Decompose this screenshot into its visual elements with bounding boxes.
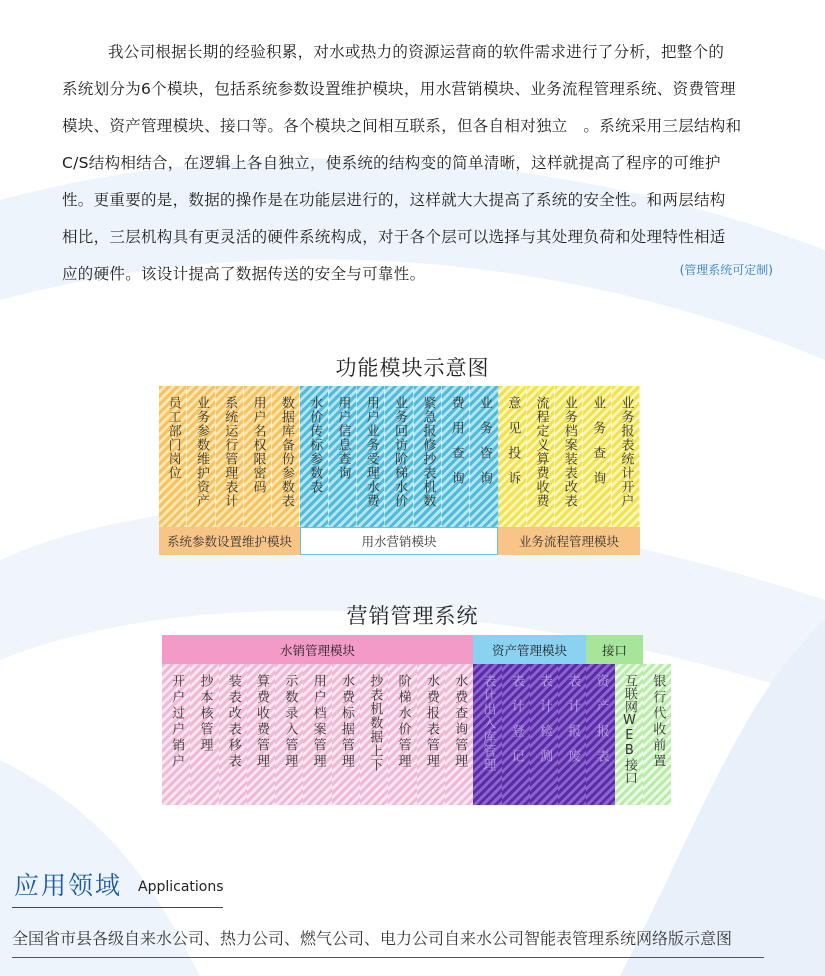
application-description-underline [12,957,764,958]
mkt-group-label: 资产管理模块 [473,635,586,664]
intro-line: 相比，三层机构具有更灵活的硬件系统构成，对于各个层可以选择与其处理负荷和处理特性相适 [62,228,726,246]
func-diagram [159,386,640,555]
func-group-label: 用水营销模块 [300,527,498,555]
mkt-item: 示数录入管理 [275,664,303,805]
func-item: 员工部门岗位 [159,386,187,527]
func-diagram-title: 功能模块示意图 [335,356,490,380]
mkt-item: 抄本核管理 [190,664,218,805]
application-title-underline [12,907,223,908]
customizable-note: (管理系统可定制) [679,263,773,277]
intro-line: 系统划分为6个模块，包括系统参数设置维护模块，用水营销模块、业务流程管理系统、资费管理 [62,80,736,98]
func-item: 业务咨询 [470,386,498,527]
mkt-item: 抄表机数据上下 [360,664,388,805]
mkt-item: 水费报表管理 [417,664,445,805]
func-item: 业务档案装表改表 [555,386,583,527]
func-item: 流程定义算费收费 [527,386,555,527]
func-item: 意见投诉 [499,386,527,527]
func-item: 业务报表统计开户 [612,386,640,527]
mkt-group-label: 接口 [586,635,643,664]
func-group-label: 系统参数设置维护模块 [159,527,300,555]
mkt-group-label: 水销管理模块 [162,635,473,664]
func-group-label: 业务流程管理模块 [498,527,640,555]
intro-line: 应的硬件。该设计提高了数据传送的安全与可靠性。 [62,265,426,283]
intro-line: 我公司根据长期的经验积累，对水或热力的资源运营商的软件需求进行了分析，把整个的 [108,43,725,61]
application-subtitle: Applications [138,879,224,895]
mkt-diagram-title: 营销管理系统 [346,604,479,628]
func-item: 系统运行管理表计 [216,386,244,527]
func-item: 用户信息查询 [329,386,357,527]
mkt-item: 开户过户销户 [162,664,190,805]
func-item: 业务回访阶梯水价 [385,386,413,527]
func-item: 水价传标参数表 [300,386,328,527]
mkt-item: 水费标据管理 [332,664,360,805]
intro-line: C/S结构相结合，在逻辑上各自独立，使系统的结构变的简单清晰，这样就提高了程序的可维护 [62,154,721,172]
func-item: 紧急报修抄表机数 [414,386,442,527]
intro-paragraph [62,34,774,293]
intro-line: 性。更重要的是，数据的操作是在功能层进行的，这样就大大提高了系统的安全性。和两层结构 [62,191,726,209]
mkt-item: 水费查询管理 [445,664,473,805]
mkt-item: 用户档案管理 [303,664,331,805]
mkt-item: 银行代收前置 [643,664,671,805]
func-item: 费用查询 [442,386,470,527]
mkt-item: 表计登记 [502,664,530,805]
mkt-item: 表计报废 [558,664,586,805]
func-item: 数据库备份参数表 [272,386,300,527]
mkt-item: 阶梯水价管理 [388,664,416,805]
mkt-item: 互联网WEB接口 [615,664,643,805]
mkt-item: 装表改表移表 [219,664,247,805]
mkt-diagram [162,635,666,805]
mkt-item: 算费收费管理 [247,664,275,805]
mkt-item: 资产报表 [586,664,614,805]
func-item: 用户业务受理水费 [357,386,385,527]
intro-line: 模块、资产管理模块、接口等。各个模块之间相互联系，但各自相对独立 。系统采用三层结构和 [62,117,742,135]
application-description: 全国省市县各级自来水公司、热力公司、燃气公司、电力公司自来水公司智能表管理系统网络版示意图 [12,929,733,948]
func-item: 业务查询 [583,386,611,527]
application-title: 应用领域 [14,871,123,900]
mkt-item: 表计出入库管理 [473,664,501,805]
func-item: 业务参数维护资产 [187,386,215,527]
mkt-item: 表计检测 [530,664,558,805]
func-item: 用户名权限密码 [244,386,272,527]
